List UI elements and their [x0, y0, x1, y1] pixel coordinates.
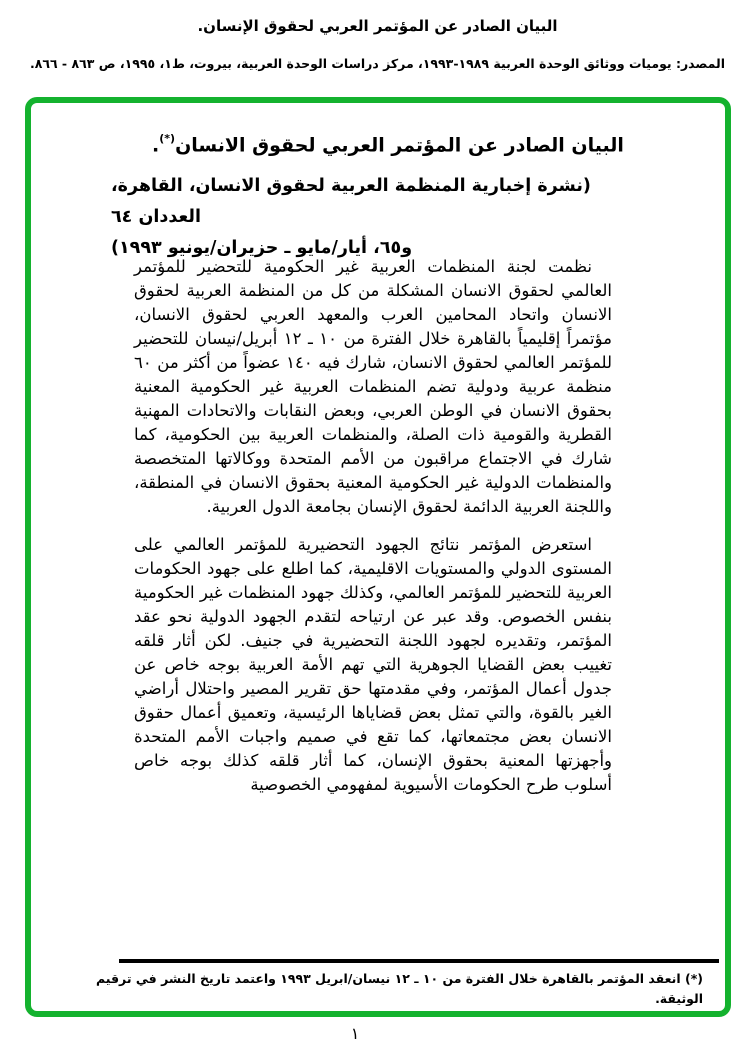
document-subtitle — [111, 171, 627, 264]
paragraph-1: نظمت لجنة المنظمات العربية غير الحكومية للتحضير للمؤتمر العالمي لحقوق الانسان المشكلة من كل من المنظمة العربية لحقوق الانسان واتحاد المحامين العرب والمعهد العربي لحقوق الانسان، مؤتمراً إقليمياً بالقاهرة خلال الفترة من ١٠ ـ ١٢ أبريل/نيسان للتحضير للمؤتمر العالمي لحقوق الانسان، شارك فيه ١٤٠ عضواً من أكثر من ٦٠ منظمة عربية ودولية تضم المنظمات العربية غير الحكومية المعنية بحقوق الانسان في الوطن العربي، وبعض النقابات والاتحادات المهنية القطرية والقومية ذات الصلة، والمنظمات العربية بين الحكومية، كما شارك في الاجتماع مراقبون من الأمم المتحدة ووكالاتها المتخصصة والمنظمات الدولية غير الحكومية المعنية بحقوق الانسان في المنطقة، واللجنة العربية الدائمة لحقوق الإنسان بجامعة الدول العربية. — [134, 257, 613, 516]
document-title-text: البيان الصادر عن المؤتمر العربي لحقوق الانسان — [175, 134, 624, 157]
footnote-marker-superscript: (*) — [159, 132, 176, 145]
document-title-period: . — [152, 134, 160, 157]
footnote — [79, 969, 703, 1009]
document-subtitle-line-2: و٦٥، أيار/مايو ـ حزيران/يونيو ١٩٩٣) — [111, 238, 413, 258]
document-frame — [25, 97, 731, 1017]
page-header-source: المصدر: يوميات ووثائق الوحدة العربية ١٩٨٩-١٩٩٣، مركز دراسات الوحدة العربية، بيروت، ط١، ١٩٩٥، ص ٨٦٣ - ٨٦٦. — [29, 56, 726, 71]
footnote-separator-rule — [119, 959, 719, 963]
document-body — [134, 255, 612, 811]
page-number: ١ — [350, 1024, 360, 1043]
paragraph-2: استعرض المؤتمر نتائج الجهود التحضيرية للمؤتمر العالمي على المستوى الدولي والمستويات الاقليمية، كما اطلع على جهود الحكومات العربية للتحضير للمؤتمر العالمي، وكذلك جهود المنظمات غير الحكومية بنفس الخصوص. وقد عبر عن ارتياحه لتقدم الجهود الدولية نحو عقد المؤتمر، وتقديره لجهود اللجنة التحضيرية في جنيف. لكن أثار قلقه تغييب بعض القضايا الجوهرية التي تهم الأمة العربية بوجه خاص عن جدول أعمال المؤتمر، وفي مقدمتها حق تقرير المصير واحتلال أراضي الغير بالقوة، والتي تمثل بعض قضاياها الرئيسية، وتعميق أعمال حقوق الانسان بعض مجتمعاتها، كما تقع في صميم واجبات الأمم المتحدة وأجهزتها المعنية بحقوق الإنسان، كما أثار قلقه كذلك بوجه خاص أسلوب طرح الحكومات الأسيوية لمفهومي الخصوصية — [134, 535, 612, 794]
document-subtitle-line-1: (نشرة إخبارية المنظمة العربية لحقوق الانسان، القاهرة، العددان ٦٤ — [111, 176, 591, 227]
document-title — [51, 134, 725, 156]
footnote-marker: (*) — [685, 971, 703, 986]
page-header-title: البيان الصادر عن المؤتمر العربي لحقوق الإنسان. — [197, 17, 558, 35]
footnote-text: انعقد المؤتمر بالقاهرة خلال الفترة من ١٠ ـ ١٢ نيسان/ابريل ١٩٩٣ واعتمد تاريخ النشر في ترقيم الوثيقة. — [95, 971, 703, 1006]
